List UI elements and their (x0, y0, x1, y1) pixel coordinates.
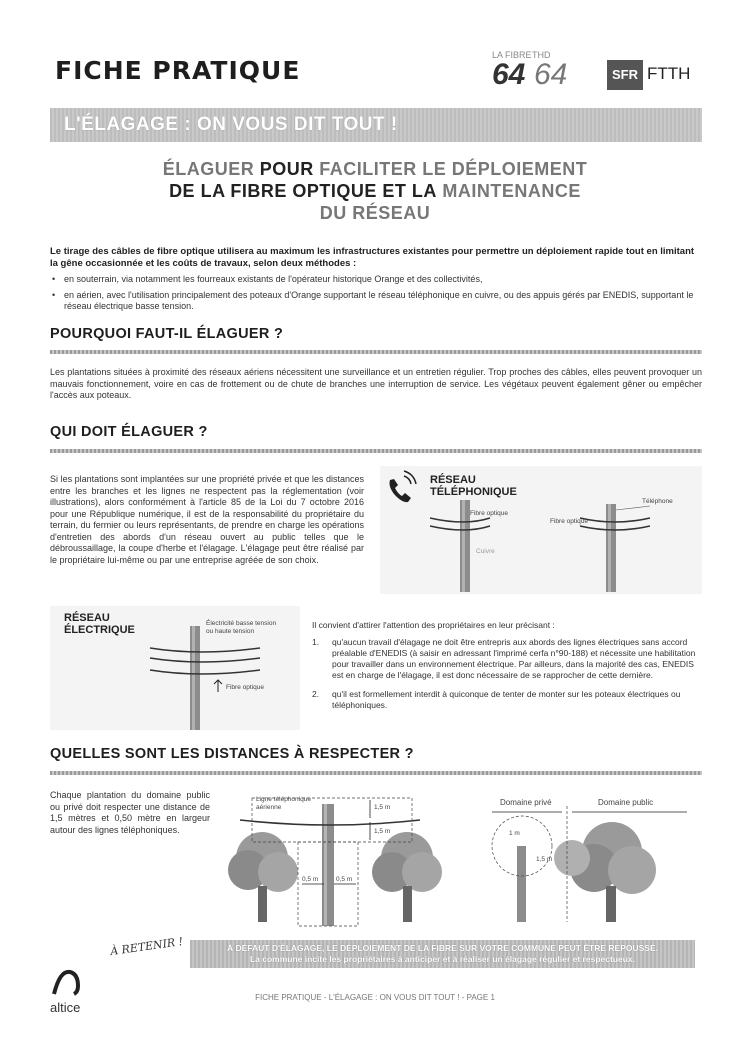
retain-line: À DÉFAUT D'ÉLAGAGE, LE DÉPLOIEMENT DE LA FIBRE SUR VOTRE COMMUNE PEUT ÊTRE REPOUSSÉ. (227, 943, 658, 953)
diagram-title: TÉLÉPHONIQUE (430, 486, 517, 498)
headline-word: DU RÉSEAU (319, 203, 431, 223)
why-paragraph: Les plantations situées à proximité des réseaux aériens nécessitent une surveillance et un entretien régulier. Trop proches des câbles, elles peuvent provoquer un mauvais fonctionnement, voire en cas de frottement ou de chute de branches une interruption de service. Les végétaux peuvent également gêner ou empêcher l'accès aux poteaux. (50, 367, 702, 400)
label-distance: 1 m (509, 830, 520, 837)
la-fibre-64-logo: 64 (492, 58, 526, 91)
page-title: FICHE PRATIQUE (55, 56, 301, 85)
section-title-who: QUI DOIT ÉLAGUER ? (50, 424, 208, 440)
page-footer: FICHE PRATIQUE - L'ÉLAGAGE : ON VOUS DIT TOUT ! - PAGE 1 (255, 993, 495, 1002)
diagram-title: RÉSEAU (64, 612, 110, 624)
label-fibre: Fibre optique (550, 518, 588, 525)
label-distance: 0,5 m (336, 876, 353, 883)
who-paragraph: Si les plantations sont implantées sur une propriété privée et que les distances entre les branches et les lignes ne respectent pas la réglementation (voir illustrations), alors conformément à l'article 85 de la Loi du 7 octobre 2016 pour une République numérique, il est de la responsabilité du propriétaire du terrain, du fermier ou leurs représentants, de prendre en charge les opérations d'entretien des abords d'un réseau ouvert au public telles que le débroussaillage, la coupe d'herbe et l'élagage. L'élagage peut être réalisé par le propriétaire lui-même ou par une entreprise agréée de son choix. (50, 474, 364, 565)
retain-line: La commune incite les propriétaires à anticiper et à réaliser un élagage régulier et respectueux. (249, 954, 635, 964)
telephone-pole-right (606, 504, 616, 592)
distances-diagram (222, 790, 702, 930)
thd-64-logo: 64 (534, 58, 568, 91)
thd-logo-text: THD (532, 50, 551, 60)
headline-word: POUR (259, 159, 314, 179)
label-distance: 0,5 m (302, 876, 319, 883)
diagram-title: RÉSEAU (430, 474, 476, 486)
electric-network-diagram (50, 606, 300, 730)
altice-wordmark: altice (50, 1000, 81, 1015)
divider (50, 350, 702, 354)
owners-intro: Il convient d'attirer l'attention des propriétaires en leur précisant : (312, 620, 555, 630)
ftth-label: FTTH (647, 64, 691, 83)
banner-text: L'ÉLAGAGE : ON VOUS DIT TOUT ! (64, 114, 398, 135)
section-title-why: POURQUOI FAUT-IL ÉLAGUER ? (50, 326, 284, 342)
retain-box (190, 940, 695, 968)
section-title-distances: QUELLES SONT LES DISTANCES À RESPECTER ? (50, 746, 414, 762)
label-copper: Cuivre (476, 548, 495, 555)
methods-list (50, 274, 702, 317)
item-text: qu'il est formellement interdit à quiconque de tenter de monter sur les poteaux électriques ou téléphoniques. (332, 689, 681, 710)
title-banner (50, 108, 702, 142)
sfr-logo: SFR (607, 60, 643, 90)
telephone-network-illustration (380, 466, 702, 594)
item-text: qu'aucun travail d'élagage ne doit être entrepris aux abords des lignes électriques sans accord préalable d'ENEDIS (à saisir en adressant l'imprimé cerfa n°90-188) et nécessite une habilitation pour travailler dans un environnement électrique. Par ailleurs, dans la majorité des cas, ENEDIS est en charge de l'élagage, il est donc nécessaire de se rapprocher de cette dernière. (332, 637, 696, 680)
pole-right (517, 846, 526, 922)
intro-paragraph: Le tirage des câbles de fibre optique utilisera au maximum les infrastructures existantes pour permettre un déploiement rapide tout en limitant la gêne occasionnée et les coûts de travaux, selon deux méthodes : (50, 246, 695, 269)
list-item: • en aérien, avec l'utilisation principalement des poteaux d'Orange supportant le réseau téléphonique en cuivre, ou des appuis gérés par ENEDIS, supportant le réseau électrique basse tension. (50, 290, 702, 313)
tree-right (554, 822, 656, 922)
pole-center (322, 804, 334, 926)
electric-pole (190, 626, 200, 730)
owners-notice (312, 620, 702, 719)
headline-word: ÉLAGUER (162, 159, 255, 179)
telephone-network-diagram (380, 466, 702, 594)
diagram-title: ÉLECTRIQUE (64, 624, 135, 636)
retain-label: À RETENIR ! (109, 934, 184, 959)
label-line: aérienne (256, 804, 282, 811)
label-tension: Électricité basse tension (206, 620, 277, 627)
distances-paragraph: Chaque plantation du domaine public ou privé doit respecter une distance de 1,5 mètres et 0,50 mètre en largeur autour des lignes téléphoniques. (50, 790, 210, 835)
divider (50, 771, 702, 775)
headline-word: FACILITER LE DÉPLOIEMENT (319, 159, 588, 179)
label-distance: 1,5 m (374, 828, 391, 835)
headline (90, 158, 660, 224)
partner-logos (492, 50, 702, 94)
list-item (312, 689, 702, 711)
label-telephone: Téléphone (642, 498, 673, 505)
la-fibre-logo-text: LA FIBRE (492, 50, 532, 60)
tree-left (228, 832, 298, 922)
item-number: 2. (312, 689, 320, 699)
list-item (312, 637, 702, 681)
item-number: 1. (312, 637, 320, 647)
divider (50, 449, 702, 453)
label-public-domain: Domaine public (598, 798, 654, 807)
tree-middle (372, 832, 442, 922)
headline-word: MAINTENANCE (442, 181, 581, 201)
label-private-domain: Domaine privé (500, 798, 552, 807)
telephone-pole-left (460, 500, 470, 592)
label-line: Ligne téléphonique (256, 796, 311, 803)
headline-word: DE LA FIBRE OPTIQUE ET LA (169, 181, 437, 201)
distances-illustration (222, 790, 702, 930)
list-item: • en souterrain, via notamment les fourreaux existants de l'opérateur historique Orange et des collectivités, (50, 274, 702, 286)
label-distance: 1,5 m (536, 856, 553, 863)
label-fibre: Fibre optique (226, 684, 264, 691)
label-fibre: Fibre optique (470, 510, 508, 517)
label-distance: 1,5 m (374, 804, 391, 811)
label-tension: ou haute tension (206, 628, 255, 635)
